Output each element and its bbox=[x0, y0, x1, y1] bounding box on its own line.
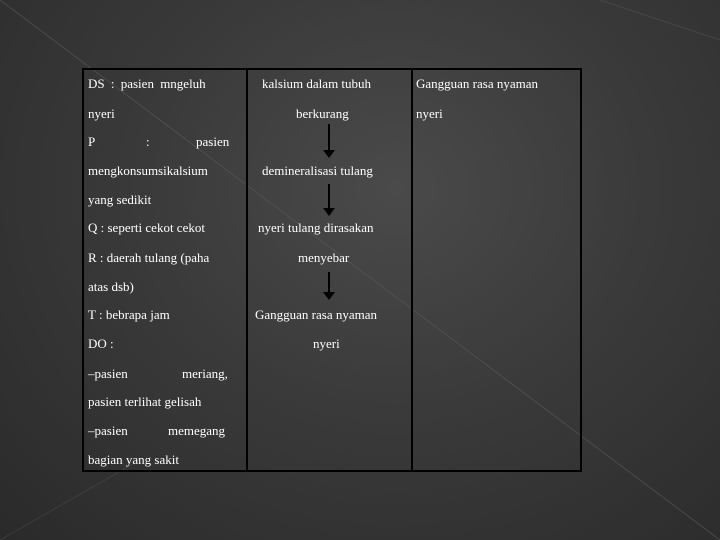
p-label: P bbox=[88, 134, 96, 149]
ds-label: DS : pasien mngeluh bbox=[88, 76, 206, 91]
do-item-1-cont: pasien terlihat gelisah bbox=[88, 394, 202, 409]
etiology-line-4: nyeri tulang dirasakan bbox=[258, 220, 374, 235]
etiology-line-6: Gangguan rasa nyaman bbox=[255, 307, 378, 322]
down-arrow-icon bbox=[323, 124, 335, 158]
r-continuation: atas dsb) bbox=[88, 279, 134, 294]
etiology-line-5: menyebar bbox=[298, 250, 350, 265]
do-item-2-start: –pasien bbox=[88, 423, 128, 438]
do-item-1-start: –pasien bbox=[88, 366, 128, 381]
problem-line-1: Gangguan rasa nyaman bbox=[416, 76, 539, 91]
do-item-2-end: memegang bbox=[168, 423, 226, 438]
p-colon: : bbox=[146, 134, 150, 149]
down-arrow-icon bbox=[323, 184, 335, 216]
p-word: pasien bbox=[196, 134, 230, 149]
etiology-line-3: demineralisasi tulang bbox=[262, 163, 373, 178]
do-label: DO : bbox=[88, 336, 114, 351]
problem-line-2: nyeri bbox=[416, 106, 443, 121]
down-arrow-icon bbox=[323, 272, 335, 300]
etiology-line-1: kalsium dalam tubuh bbox=[262, 76, 372, 91]
p-continuation: mengkonsumsikalsium bbox=[88, 163, 208, 178]
q-label: Q : seperti cekot cekot bbox=[88, 220, 205, 235]
do-item-1-end: meriang, bbox=[182, 366, 228, 381]
do-item-2-cont: bagian yang sakit bbox=[88, 452, 179, 467]
column-divider-2 bbox=[411, 68, 413, 470]
r-label: R : daerah tulang (paha bbox=[88, 250, 210, 265]
etiology-line-7: nyeri bbox=[313, 336, 340, 351]
column-divider-1 bbox=[246, 68, 248, 470]
t-label: T : bebrapa jam bbox=[88, 307, 170, 322]
etiology-line-2: berkurang bbox=[296, 106, 349, 121]
ds-continuation: nyeri bbox=[88, 106, 115, 121]
p-continuation-2: yang sedikit bbox=[88, 192, 152, 207]
